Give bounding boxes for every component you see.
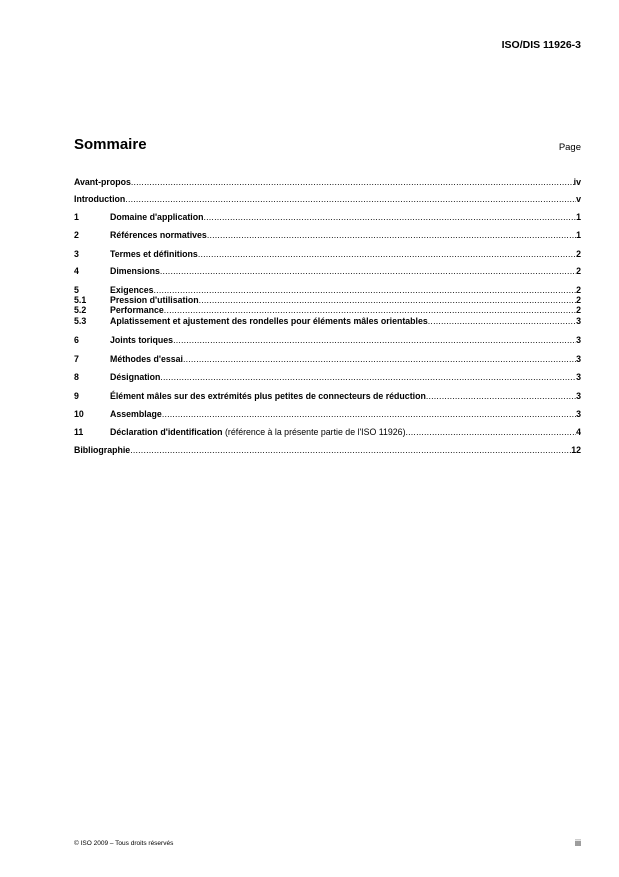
toc-entry-page: 4 [576, 427, 581, 437]
toc-entry-bibliographie[interactable] [74, 445, 581, 456]
toc-entry-avant-propos[interactable] [74, 177, 581, 188]
toc-entry-introduction[interactable] [74, 194, 581, 205]
toc-entry-number: 9 [74, 391, 79, 401]
toc-entry-page: 12 [571, 445, 581, 455]
toc-entry-label: Performance [110, 305, 164, 315]
toc-entry-number: 4 [74, 266, 79, 276]
toc-leader [160, 266, 576, 277]
toc-entry-label: Bibliographie [74, 445, 131, 455]
toc-entry-label: Domaine d'application [110, 212, 204, 222]
toc-entry-page: v [576, 194, 581, 204]
toc-entry-page: 3 [576, 409, 581, 419]
toc-entry-label: Élément mâles sur des extrémités plus petites de connecteurs de réduction [110, 391, 426, 401]
toc-entry-label: Références normatives [110, 230, 207, 240]
toc-entry-label [110, 427, 406, 438]
toc-entry-page: 3 [576, 316, 581, 326]
toc-entry-page: 3 [576, 391, 581, 401]
toc-entry-page: 3 [576, 354, 581, 364]
toc-entry-2[interactable] [74, 230, 581, 241]
doc-id-header: ISO/DIS 11926-3 [501, 39, 581, 51]
toc-entry-number: 5 [74, 285, 79, 295]
toc-leader [125, 194, 576, 205]
toc-entry-page: 3 [576, 335, 581, 345]
toc-entry-page: 2 [576, 295, 581, 305]
toc-entry-label: Désignation [110, 372, 161, 382]
toc-leader [160, 372, 576, 383]
toc-entry-number: 11 [74, 427, 84, 437]
toc-entry-label: Joints toriques [110, 335, 174, 345]
toc-entry-1[interactable] [74, 212, 581, 223]
toc-entry-6[interactable] [74, 335, 581, 346]
toc-entry-10[interactable] [74, 409, 581, 420]
toc-leader [428, 316, 576, 327]
toc-entry-8[interactable] [74, 372, 581, 383]
toc-entry-number: 10 [74, 409, 84, 419]
toc-entry-label: Pression d'utilisation [110, 295, 199, 305]
toc-entry-number: 3 [74, 249, 79, 259]
toc-entry-5-2[interactable] [74, 305, 581, 316]
toc-leader [162, 409, 576, 420]
toc-entry-7[interactable] [74, 354, 581, 365]
toc-leader [204, 212, 577, 223]
toc-entry-label-main: Déclaration d'identification [110, 427, 223, 437]
toc-leader [131, 177, 574, 188]
toc-entry-number: 8 [74, 372, 79, 382]
toc-entry-4[interactable] [74, 266, 581, 277]
page-column-label: Page [558, 142, 581, 153]
toc-entry-label: Méthodes d'essai [110, 354, 183, 364]
toc-entry-page: 2 [576, 249, 581, 259]
toc-entry-number: 7 [74, 354, 79, 364]
toc-entry-page: 1 [576, 230, 581, 240]
toc-entry-9[interactable] [74, 391, 581, 402]
toc-entry-page: 1 [576, 212, 581, 222]
toc-entry-number: 2 [74, 230, 79, 240]
footer-copyright: © ISO 2009 – Tous droits réservés [74, 840, 174, 847]
toc-entry-11[interactable] [74, 427, 581, 438]
toc-leader [164, 305, 576, 316]
toc-entry-number: 5.1 [74, 295, 87, 305]
toc-entry-label: Aplatissement et ajustement des rondelles pour éléments mâles orientables [110, 316, 428, 326]
toc-entry-page: 2 [576, 285, 581, 295]
toc-entry-page: 2 [576, 266, 581, 276]
toc-entry-page: 2 [576, 305, 581, 315]
toc-leader [406, 427, 577, 438]
toc-entry-number: 5.2 [74, 305, 87, 315]
toc-entry-5-3[interactable] [74, 316, 581, 327]
toc-entry-page: iv [573, 177, 581, 187]
toc-entry-number: 1 [74, 212, 79, 222]
toc-entry-label: Introduction [74, 194, 126, 204]
toc-leader [130, 445, 571, 456]
toc-leader [173, 335, 576, 346]
toc-title: Sommaire [74, 136, 147, 153]
toc-entry-label-suffix: (référence à la présente partie de l'ISO 11926) [222, 427, 406, 437]
toc-entry-3[interactable] [74, 249, 581, 260]
toc-entry-number: 6 [74, 335, 79, 345]
toc-entry-label: Termes et définitions [110, 249, 198, 259]
toc-entry-label: Avant-propos [74, 177, 131, 187]
toc-entry-label: Dimensions [110, 266, 160, 276]
footer-page-number: iii [575, 838, 581, 848]
toc-leader [207, 230, 576, 241]
toc-leader [183, 354, 576, 365]
toc-entry-label: Exigences [110, 285, 154, 295]
toc-leader [426, 391, 576, 402]
toc-entry-page: 3 [576, 372, 581, 382]
toc-entry-label: Assemblage [110, 409, 162, 419]
toc-entry-number: 5.3 [74, 316, 87, 326]
toc-leader [198, 249, 576, 260]
